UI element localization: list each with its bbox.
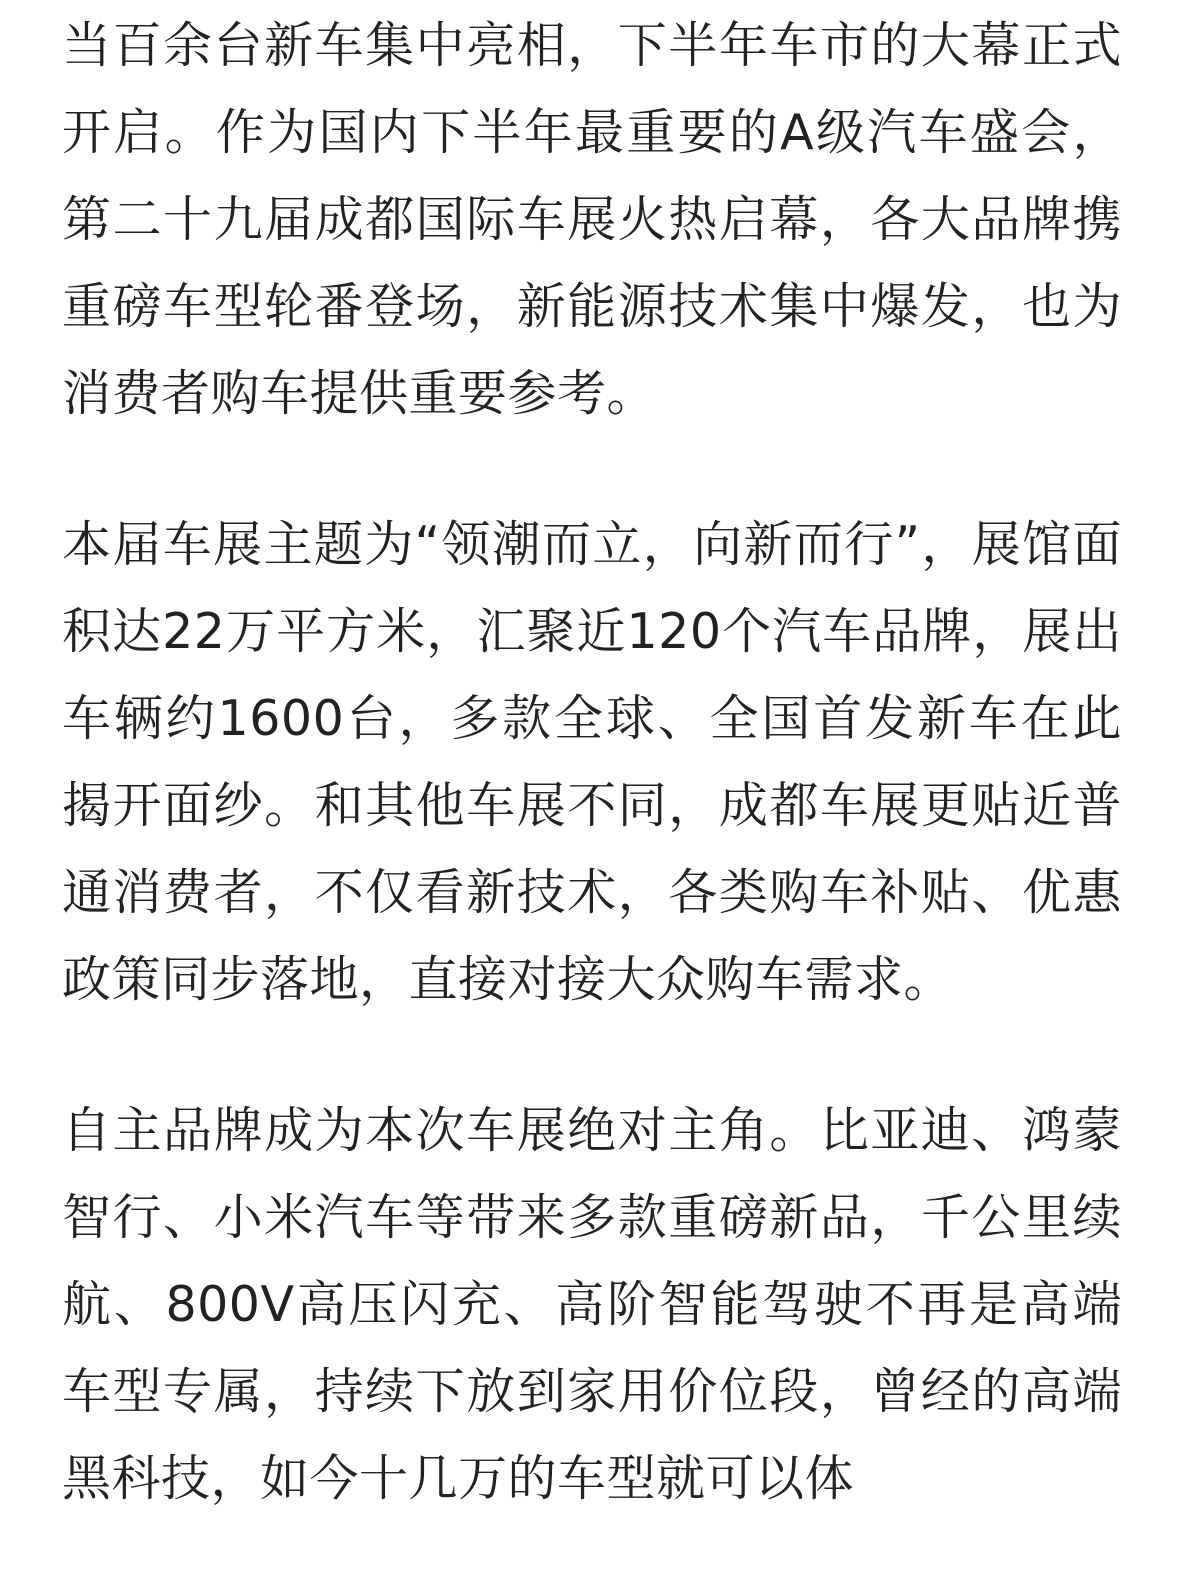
article-body <box>62 2 1122 1522</box>
article-paragraph-1: 当百余台新车集中亮相，下半年车市的大幕正式开启。作为国内下半年最重要的A级汽车盛会，第二十九届成都国际车展火热启幕，各大品牌携重磅车型轮番登场，新能源技术集中爆发，也为消费者购车提供重要参考。 <box>62 17 1122 422</box>
article-paragraph-3: 自主品牌成为本次车展绝对主角。比亚迪、鸿蒙智行、小米汽车等带来多款重磅新品，千公里续航、800V高压闪充、高阶智能驾驶不再是高端车型专属，持续下放到家用价位段，曾经的高端黑科技，如今十几万的车型就可以体 <box>62 1102 1122 1507</box>
article-paragraph-2: 本届车展主题为“领潮而立，向新而行”，展馆面积达22万平方米，汇聚近120个汽车品牌，展出车辆约1600台，多款全球、全国首发新车在此揭开面纱。和其他车展不同，成都车展更贴近普通消费者，不仅看新技术，各类购车补贴、优惠政策同步落地，直接对接大众购车需求。 <box>62 516 1122 1008</box>
